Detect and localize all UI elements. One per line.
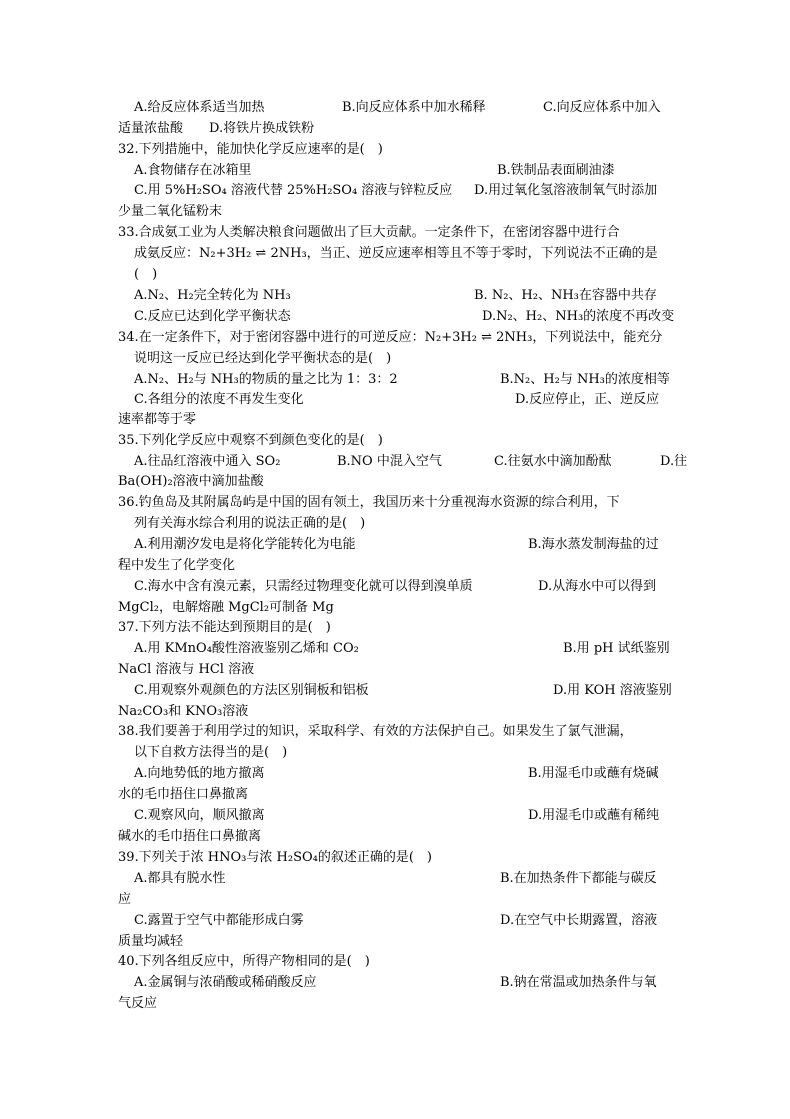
q36-option-a: A.利用潮汐发电是将化学能转化为电能 — [134, 537, 356, 552]
q39-option-d-wrap: 质量均减轻 — [118, 934, 184, 949]
q37-option-c: C.用观察外观颜色的方法区别铜板和铝板 — [134, 683, 369, 698]
q34-stem-line2: 说明这一反应已经达到化学平衡状态的是( ) — [134, 351, 392, 366]
q39-option-c: C.露置于空气中都能形成白雾 — [134, 913, 304, 928]
q39-option-d: D.在空气中长期露置，溶液 — [500, 913, 658, 928]
q33-stem-line3: ( ) — [134, 267, 158, 282]
q38-option-b-wrap: 水的毛巾捂住口鼻撤离 — [118, 787, 249, 802]
q33-option-c: C.反应已达到化学平衡状态 — [134, 309, 291, 324]
q35-option-c: C.往氨水中滴加酚酞 — [494, 454, 612, 469]
q38-stem-line2: 以下自救方法得当的是( ) — [134, 745, 288, 760]
q37-option-d-wrap: Na₂CO₃和 KNO₃溶液 — [118, 704, 249, 719]
q33-stem-line1: 33.合成氨工业为人类解决粮食问题做出了巨大贡献。一定条件下，在密闭容器中进行合 — [118, 225, 620, 240]
q36-option-b-wrap: 程中发生了化学变化 — [118, 558, 236, 573]
q34-option-b: B.N₂、H₂与 NH₃的浓度相等 — [500, 372, 670, 387]
q33-stem-line2: 成氨反应：N₂+3H₂ ⇌ 2NH₃，当正、逆反应速率相等且不等于零时，下列说法不正确的是 — [134, 246, 658, 261]
q32-option-d: D.用过氧化氢溶液制氧气时添加 — [474, 183, 658, 198]
q38-option-d-wrap: 碱水的毛巾捂住口鼻撤离 — [118, 829, 262, 844]
q40-stem: 40.下列各组反应中，所得产物相同的是( ) — [118, 954, 370, 969]
q31-option-c: C.向反应体系中加入 — [543, 100, 661, 115]
q31-option-wrap: 适量浓盐酸 D.将铁片换成铁粉 — [118, 121, 315, 136]
q39-option-a: A.都具有脱水性 — [134, 871, 226, 886]
q37-stem: 37.下列方法不能达到预期目的是( ) — [118, 620, 331, 635]
q33-option-b: B. N₂、H₂、NH₃在容器中共存 — [474, 288, 657, 303]
q38-option-a: A.向地势低的地方撤离 — [134, 766, 265, 781]
q37-option-d: D.用 KOH 溶液鉴别 — [553, 683, 672, 698]
q40-option-b: B.钠在常温或加热条件与氧 — [500, 975, 657, 990]
q33-option-a: A.N₂、H₂完全转化为 NH₃ — [134, 288, 291, 303]
q38-option-d: D.用湿毛巾或蘸有稀纯 — [528, 808, 660, 823]
q37-option-b-wrap: NaCl 溶液与 HCl 溶液 — [118, 662, 255, 677]
q32-option-wrap: 少量二氧化锰粉末 — [118, 204, 223, 219]
q36-option-c: C.海水中含有溴元素，只需经过物理变化就可以得到溴单质 — [134, 579, 473, 594]
q36-stem-line1: 36.钓鱼岛及其附属岛屿是中国的固有领土，我国历来十分重视海水资源的综合利用，下 — [118, 495, 620, 510]
q35-stem: 35.下列化学反应中观察不到颜色变化的是( ) — [118, 433, 383, 448]
q39-option-b: B.在加热条件下都能与碳反 — [500, 871, 657, 886]
q38-stem-line1: 38.我们要善于利用学过的知识，采取科学、有效的方法保护自己。如果发生了氯气泄漏， — [118, 724, 633, 739]
q38-option-c: C.观察风向，顺风撤离 — [134, 808, 265, 823]
q34-option-a: A.N₂、H₂与 NH₃的物质的量之比为 1：3：2 — [134, 372, 398, 387]
q34-option-c: C.各组分的浓度不再发生变化 — [134, 392, 304, 407]
q32-option-c: C.用 5%H₂SO₄ 溶液代替 25%H₂SO₄ 溶液与锌粒反应 — [134, 183, 453, 198]
q36-stem-line2: 列有关海水综合利用的说法正确的是( ) — [134, 516, 366, 531]
q35-option-b: B.NO 中混入空气 — [337, 454, 442, 469]
q34-stem-line1: 34.在一定条件下，对于密闭容器中进行的可逆反应：N₂+3H₂ ⇌ 2NH₃，下列说法中，能充分 — [118, 330, 663, 345]
q33-option-d: D.N₂、H₂、NH₃的浓度不再改变 — [482, 309, 675, 324]
q36-option-d-wrap: MgCl₂，电解熔融 MgCl₂可制备 Mg — [118, 600, 334, 615]
q39-option-b-wrap: 应 — [118, 892, 132, 907]
q35-option-wrap: Ba(OH)₂溶液中滴加盐酸 — [118, 474, 264, 489]
q32-option-b: B.铁制品表面刷油漆 — [497, 163, 615, 178]
q34-option-wrap: 速率都等于零 — [118, 412, 197, 427]
q31-option-b: B.向反应体系中加水稀释 — [342, 100, 486, 115]
q35-option-d: D.往 — [660, 454, 688, 469]
q40-option-a: A.金属铜与浓硝酸或稀硝酸反应 — [134, 975, 317, 990]
q32-option-a: A.食物储存在冰箱里 — [134, 163, 252, 178]
q37-option-a: A.用 KMnO₄酸性溶液鉴别乙烯和 CO₂ — [134, 641, 359, 656]
q36-option-d: D.从海水中可以得到 — [538, 579, 657, 594]
q36-option-b: B.海水蒸发制海盐的过 — [528, 537, 659, 552]
q32-stem: 32.下列措施中，能加快化学反应速率的是( ) — [118, 142, 383, 157]
q39-stem: 39.下列关于浓 HNO₃与浓 H₂SO₄的叙述正确的是( ) — [118, 850, 432, 865]
q40-option-b-wrap: 气反应 — [118, 996, 158, 1011]
q38-option-b: B.用湿毛巾或蘸有烧碱 — [528, 766, 659, 781]
q31-option-a: A.给反应体系适当加热 — [134, 100, 265, 115]
q34-option-d: D.反应停止，正、逆反应 — [515, 392, 660, 407]
q37-option-b: B.用 pH 试纸鉴别 — [563, 641, 670, 656]
q35-option-a: A.往品红溶液中通入 SO₂ — [134, 454, 281, 469]
